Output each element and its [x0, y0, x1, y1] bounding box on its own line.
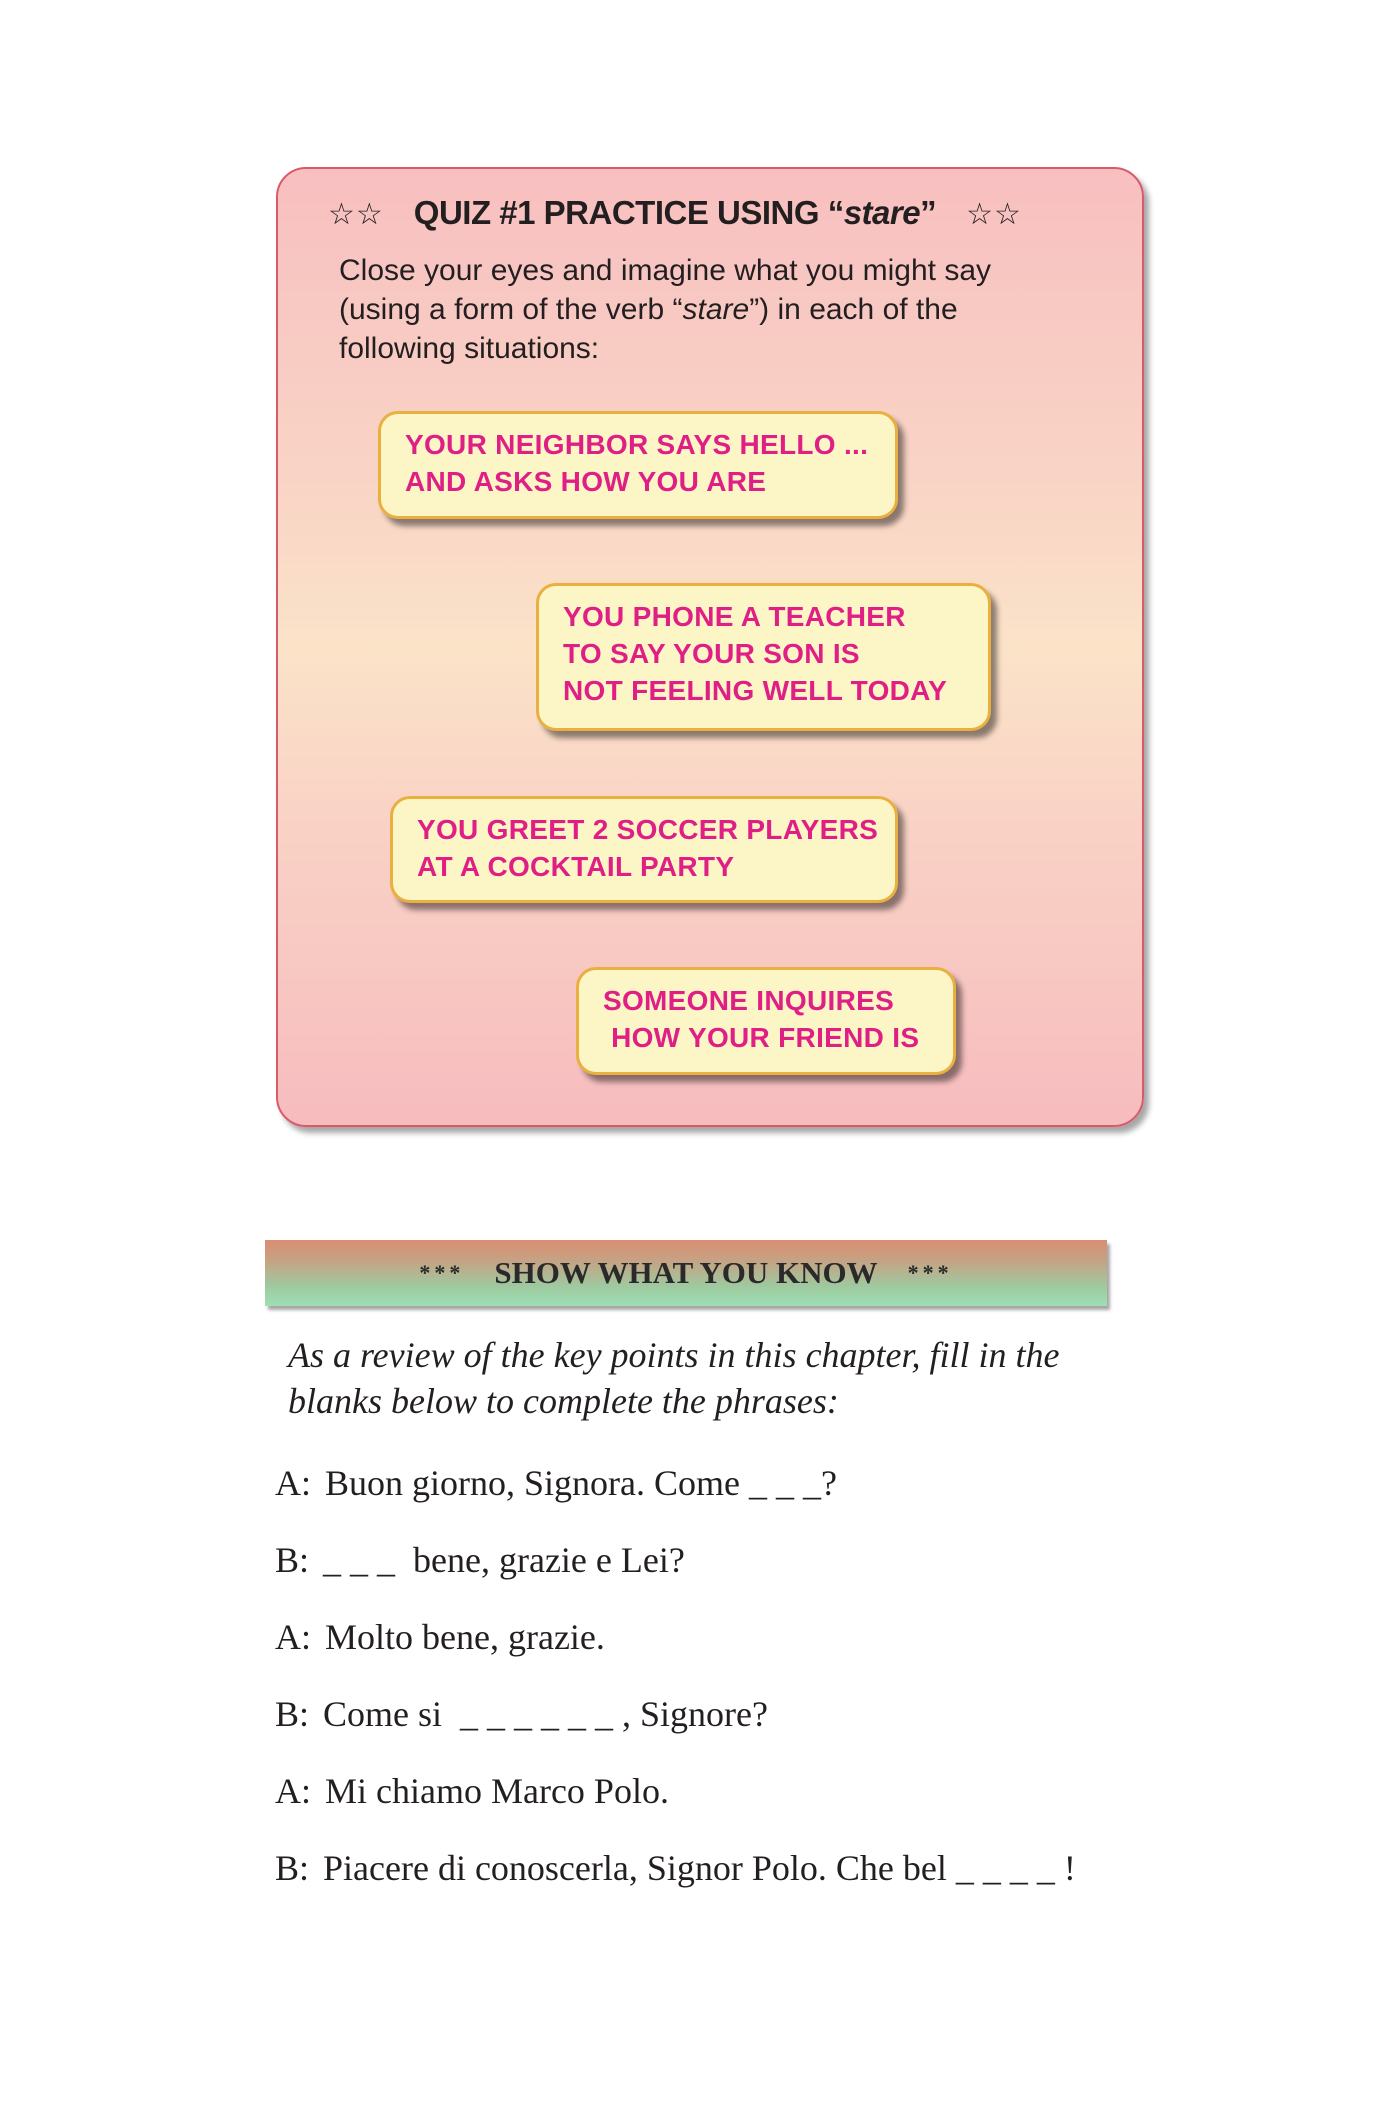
review-line: blanks below to complete the phrases:: [288, 1381, 839, 1421]
asterisks-right: ***: [907, 1260, 953, 1285]
speaker-label: B:: [275, 1848, 310, 1888]
quiz-intro-text: (using a form of the verb “: [339, 293, 683, 326]
dialogue-line: [275, 1539, 685, 1581]
asterisks-left: ***: [419, 1260, 465, 1285]
quiz-title: [328, 194, 1108, 232]
dialogue-line: [275, 1462, 837, 1504]
quiz-intro-line: Close your eyes and imagine what you might say: [339, 254, 992, 287]
bubble-line: AT A COCKTAIL PARTY: [417, 851, 735, 882]
dialogue-text: Piacere di conoscerla, Signor Polo. Che bel _ _ _ _ !: [323, 1848, 1076, 1888]
dialogue-text: Come si _ _ _ _ _ _ , Signore?: [323, 1694, 768, 1734]
situation-bubble: [576, 967, 956, 1075]
quiz-title-verb: stare: [843, 194, 921, 231]
banner-title: SHOW WHAT YOU KNOW: [494, 1255, 878, 1290]
dialogue-line: [275, 1693, 768, 1735]
section-banner: [265, 1240, 1107, 1306]
quiz-instructions: [339, 251, 1099, 368]
bubble-line: NOT FEELING WELL TODAY: [563, 675, 948, 706]
dialogue-line: [275, 1770, 669, 1812]
speaker-label: A:: [275, 1617, 311, 1657]
dialogue-text: Mi chiamo Marco Polo.: [325, 1771, 669, 1811]
speaker-label: B:: [275, 1694, 310, 1734]
review-line: As a review of the key points in this chapter, fill in the: [288, 1335, 1060, 1375]
quiz-intro-line: [339, 290, 1099, 329]
quiz-title-close-quote: ”: [920, 194, 937, 231]
speaker-label: A:: [275, 1771, 311, 1811]
quiz-intro-line: following situations:: [339, 332, 600, 365]
bubble-line: YOU PHONE A TEACHER: [563, 601, 906, 632]
dialogue-line: [275, 1616, 605, 1658]
dialogue-line: [275, 1847, 1076, 1889]
quiz-intro-verb: stare: [682, 293, 750, 326]
star-icon: ☆☆: [966, 198, 1022, 231]
quiz-intro-text: ”) in each of the: [749, 293, 958, 326]
situation-bubble: [390, 796, 898, 903]
quiz-title-text: QUIZ #1 PRACTICE USING “: [413, 194, 844, 231]
dialogue-text: Buon giorno, Signora. Come _ _ _?: [325, 1463, 837, 1503]
bubble-line: SOMEONE INQUIRES: [603, 985, 895, 1016]
star-icon: ☆☆: [328, 198, 384, 231]
situation-bubble: [536, 583, 991, 731]
dialogue-text: Molto bene, grazie.: [325, 1617, 605, 1657]
bubble-line: YOU GREET 2 SOCCER PLAYERS: [417, 814, 879, 845]
quiz-box: [276, 167, 1144, 1127]
bubble-line: TO SAY YOUR SON IS: [563, 638, 860, 669]
dialogue-text: _ _ _ bene, grazie e Lei?: [323, 1540, 685, 1580]
bubble-line: YOUR NEIGHBOR SAYS HELLO ...: [405, 429, 869, 460]
bubble-line: HOW YOUR FRIEND IS: [603, 1022, 920, 1053]
situation-bubble: [378, 411, 898, 519]
speaker-label: A:: [275, 1463, 311, 1503]
review-instructions: [288, 1332, 1138, 1424]
speaker-label: B:: [275, 1540, 310, 1580]
bubble-line: AND ASKS HOW YOU ARE: [405, 466, 767, 497]
